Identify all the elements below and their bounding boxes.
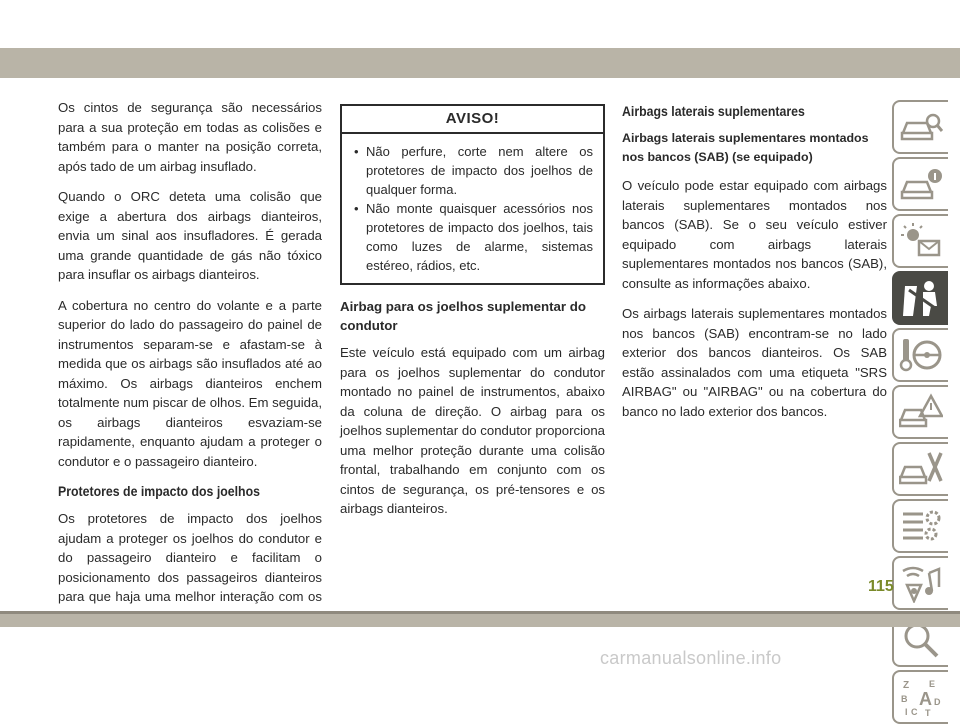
column-right <box>622 102 887 432</box>
paragraph: Este veículo está equipado com um airbag para os joelhos suplementar do condutor montado no painel de instrumentos, abaixo da coluna de direção. O airbag para os joelhos suplementar do condutor proporciona uma melhor proteção durante uma colisão frontal, trabalhando em conjunto com os cintos de segurança, os pré-tensores e os airbags dianteiros. <box>340 345 605 516</box>
section-heading: Airbag para os joelhos suplementar do condutor <box>340 299 587 333</box>
top-band <box>0 48 960 78</box>
paragraph: A cobertura no centro do volante e a parte superior do lado do passageiro do painel de instrumentos separam-se e afastam-se à medida que os airbags são insuflados até ao máximo. Os airbags dianteiros enchem totalmente num piscar de olhos. Em seguida, os airbags dianteiros esvaziam-se rapidamente, enquanto ajudam a proteger o condutor e o passageiro dianteiro. <box>58 297 322 469</box>
svg-text:B: B <box>901 694 908 704</box>
svg-text:E: E <box>929 679 936 689</box>
car-hazard-icon <box>899 392 943 432</box>
car-tools-icon <box>899 449 943 489</box>
car-info-icon <box>899 164 943 204</box>
watermark-footer: carmanualsonline.info <box>600 648 782 668</box>
paragraph: Os cintos de segurança são necessários para a sua proteção em todas as colisões e também para o manter na posição correta, após tado de um airbag insuflado. <box>58 100 322 174</box>
tab-starting-operating[interactable] <box>892 328 948 382</box>
tab-car-search[interactable] <box>892 100 948 154</box>
chapter-tabs <box>892 100 948 727</box>
warning-item: • Não perfure, corte nem altere os protetores de impacto dos joelhos de qualquer forma. <box>354 142 593 199</box>
svg-text:C: C <box>911 707 918 717</box>
seat-airbag-safety-icon <box>899 278 943 318</box>
svg-text:A: A <box>919 689 932 709</box>
tab-specifications[interactable] <box>892 499 948 553</box>
tab-warning-lights[interactable] <box>892 214 948 268</box>
warning-list <box>342 134 603 283</box>
column-middle <box>340 104 605 530</box>
warning-box <box>340 104 605 285</box>
column-left <box>58 98 322 637</box>
tab-emergency[interactable] <box>892 385 948 439</box>
car-search-icon <box>899 107 943 147</box>
bottom-band <box>0 611 960 627</box>
maintenance-list-icon <box>899 506 943 546</box>
language-index-icon <box>899 677 943 717</box>
svg-text:I: I <box>905 707 908 717</box>
svg-text:D: D <box>934 697 941 707</box>
key-steering-wheel-icon <box>899 335 943 375</box>
section-heading: Airbags laterais suplementares <box>622 103 805 119</box>
paragraph: Quando o ORC deteta uma colisão que exige a abertura dos airbags dianteiros, envia um sinal aos insufladores. É gerada uma grande quantidade de gás não tóxico para insuflar os airbags dianteiros. <box>58 189 322 282</box>
warning-item: • Não monte quaisquer acessórios nos protetores de impacto dos joelhos, tais como luzes de alarme, sistemas estéreo, rádios, etc. <box>354 199 593 275</box>
warning-title: AVISO! <box>342 106 603 134</box>
paragraph: Os protetores de impacto dos joelhos ajudam a proteger os joelhos do condutor e do passageiro dianteiro e facilitam o posicionamento dos passageiros dianteiros para que haja uma melhor interação com os <box>58 511 322 604</box>
svg-text:Z: Z <box>903 680 910 691</box>
tab-safety-active[interactable] <box>892 271 948 325</box>
radio-music-icon <box>899 563 943 603</box>
tab-servicing[interactable] <box>892 442 948 496</box>
paragraph: O veículo pode estar equipado com airbags laterais suplementares montados nos bancos (SAB). Se o seu veículo estiver equipado com airbags laterais suplementares montados nos bancos (SAB), consulte as informações abaixo. <box>622 178 887 291</box>
paragraph: Os airbags laterais suplementares montados nos bancos (SAB) encontram-se no lado exterior dos bancos dianteiros. Os SAB estão assinalados com uma etiqueta "SRS AIRBAG" ou "AIRBAG" ou na cobertura do banco no lado exterior dos bancos. <box>622 306 887 419</box>
subsection-heading: Airbags laterais suplementares montados nos bancos (SAB) (se equipado) <box>622 131 869 164</box>
tab-car-info[interactable] <box>892 157 948 211</box>
section-heading: Protetores de impacto dos joelhos <box>58 483 260 499</box>
tab-alphabetical-index[interactable] <box>892 670 948 724</box>
warning-lights-message-icon <box>899 221 943 261</box>
tab-multimedia[interactable] <box>892 556 948 610</box>
page-number: 115 <box>868 578 894 595</box>
svg-text:T: T <box>925 708 931 717</box>
